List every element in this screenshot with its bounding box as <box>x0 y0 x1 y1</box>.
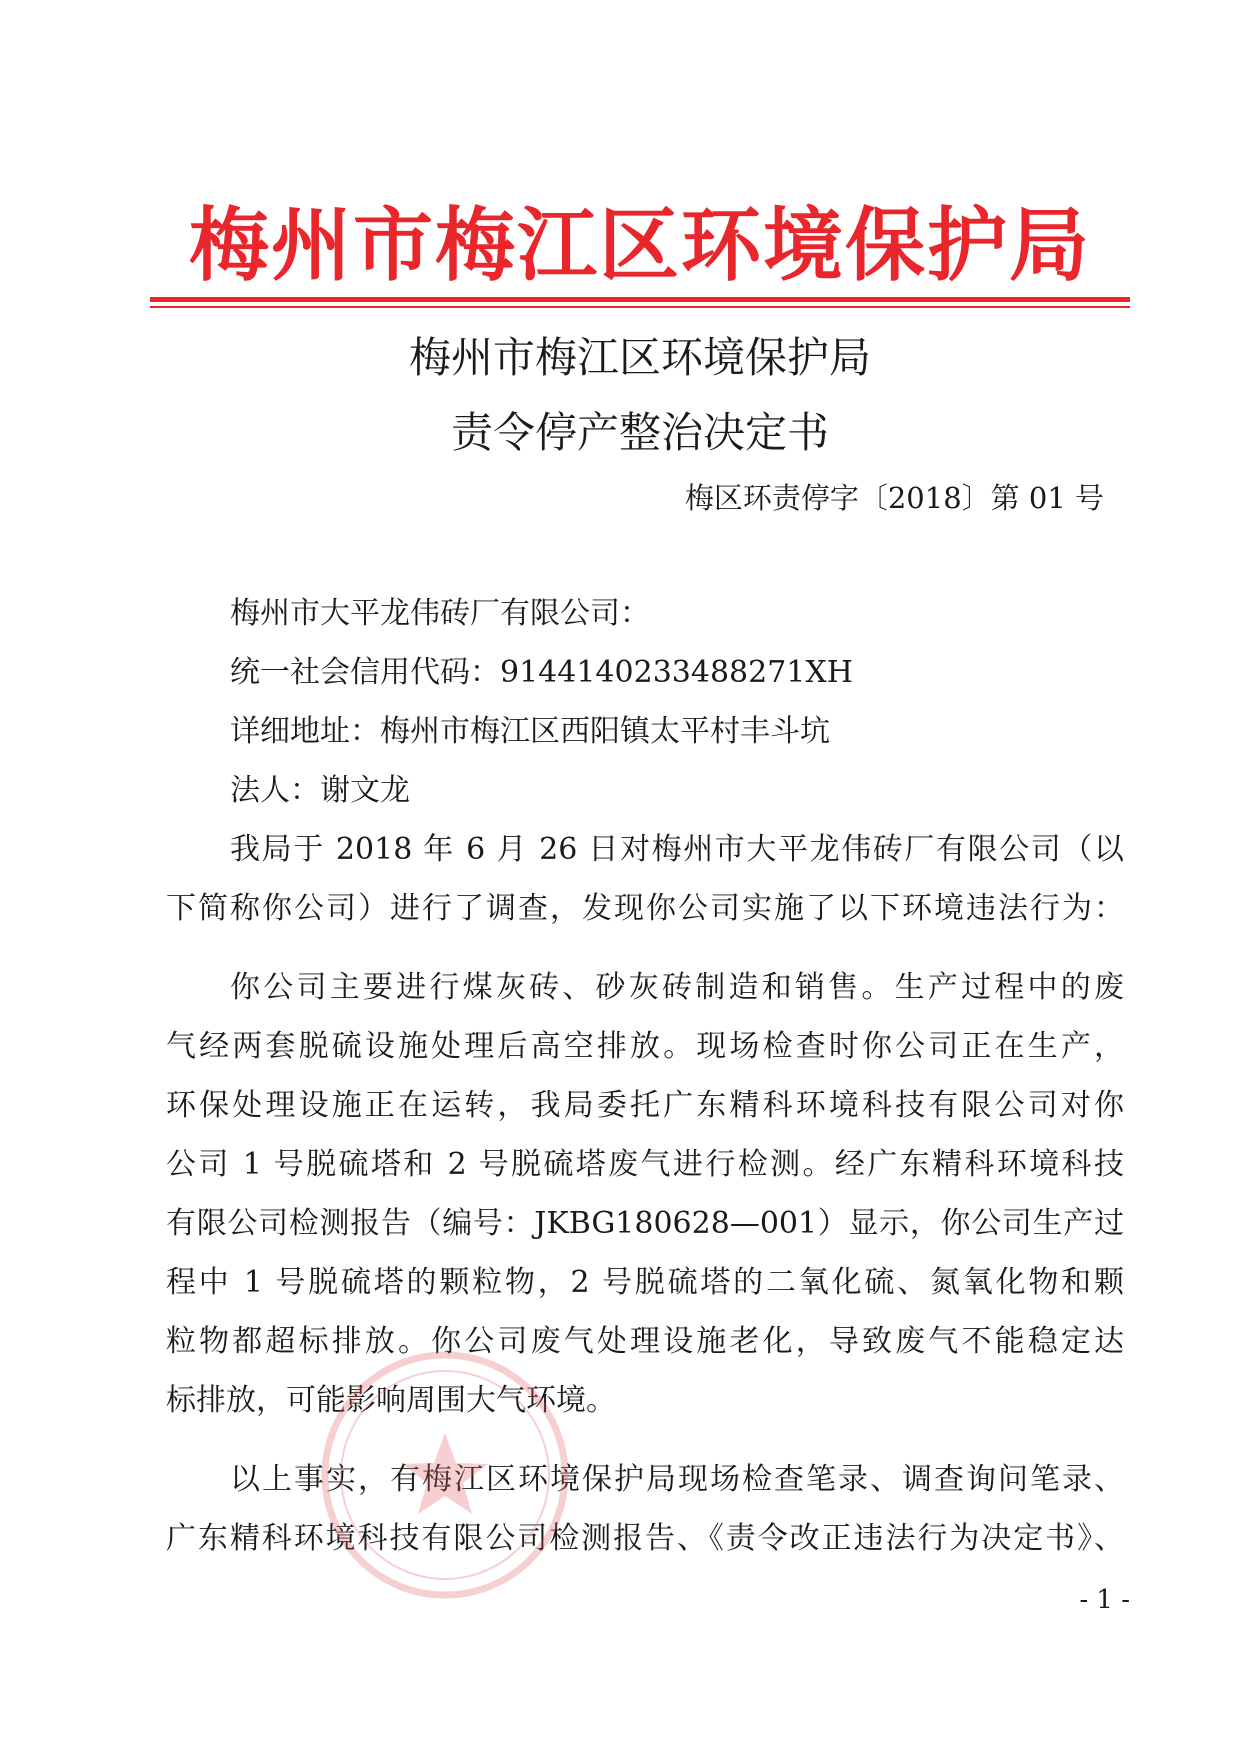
recipient-legal-person: 法人：谢文龙 <box>230 773 410 808</box>
intro-line: 我局于 2018 年 6 月 26 日对梅州市大平龙伟砖厂有限公司（以 <box>230 832 1124 867</box>
evidence-line: 以上事实，有梅江区环境保护局现场检查笔录、调查询问笔录、 <box>230 1462 1124 1497</box>
letterhead-rule-thin <box>150 306 1130 308</box>
letterhead: 梅州市梅江区环境保护局 <box>189 198 1091 292</box>
official-seal-stamp <box>315 1345 575 1605</box>
violation-line: 程中 1 号脱硫塔的颗粒物，2 号脱硫塔的二氧化硫、氮氧化物和颗 <box>166 1265 1124 1300</box>
letterhead-rule-thick <box>150 297 1130 302</box>
document-title-line-2: 责令停产整治决定书 <box>450 408 829 457</box>
page-number: - 1 - <box>1079 1585 1130 1615</box>
document-title-line-1: 梅州市梅江区环境保护局 <box>408 333 871 382</box>
intro-line: 下简称你公司）进行了调查，发现你公司实施了以下环境违法行为： <box>166 891 1124 926</box>
recipient-credit-code: 统一社会信用代码：9144140233488271XH <box>230 655 853 690</box>
violation-line: 有限公司检测报告（编号：JKBG180628—001）显示，你公司生产过 <box>166 1206 1124 1241</box>
evidence-line: 广东精科环境科技有限公司检测报告、《责令改正违法行为决定书》、 <box>166 1521 1124 1556</box>
violation-line: 标排放，可能影响周围大气环境。 <box>166 1383 616 1418</box>
violation-line: 环保处理设施正在运转，我局委托广东精科环境科技有限公司对你 <box>166 1088 1124 1123</box>
seal-star-icon <box>402 1433 488 1514</box>
violation-line: 粒物都超标排放。你公司废气处理设施老化，导致废气不能稳定达 <box>166 1324 1124 1359</box>
violation-line: 公司 1 号脱硫塔和 2 号脱硫塔废气进行检测。经广东精科环境科技 <box>166 1147 1124 1182</box>
document-number: 梅区环责停字〔2018〕第 01 号 <box>684 481 1104 515</box>
violation-line: 你公司主要进行煤灰砖、砂灰砖制造和销售。生产过程中的废 <box>230 970 1124 1005</box>
recipient-company: 梅州市大平龙伟砖厂有限公司： <box>230 596 650 631</box>
violation-line: 气经两套脱硫设施处理后高空排放。现场检查时你公司正在生产， <box>166 1029 1124 1064</box>
recipient-address: 详细地址：梅州市梅江区西阳镇太平村丰斗坑 <box>230 714 830 749</box>
